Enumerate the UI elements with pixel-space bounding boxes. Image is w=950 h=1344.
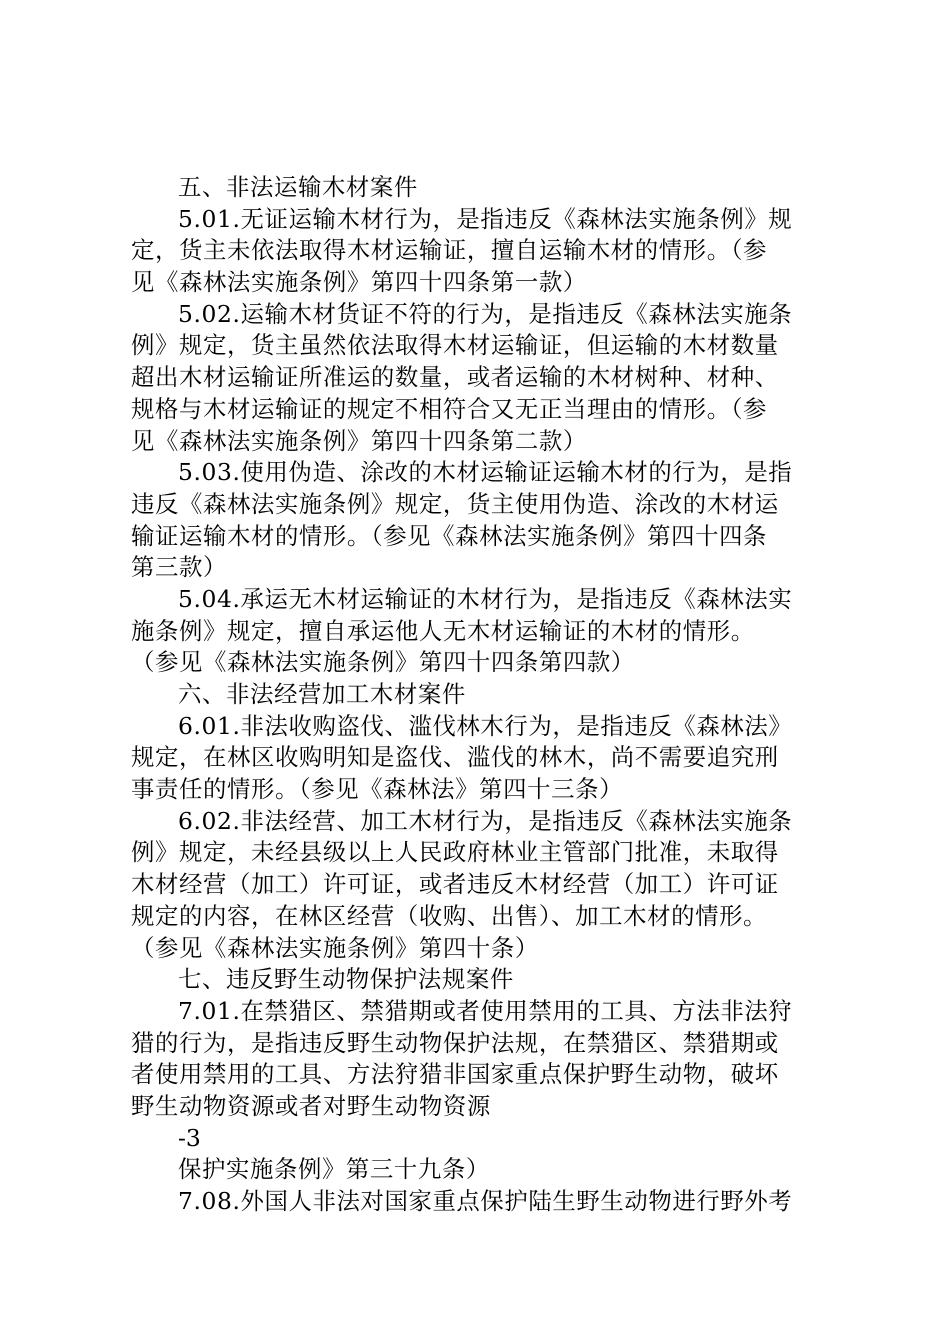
text-line: （参见《森林法实施条例》第四十条） [131,933,539,962]
text-line: 六、非法经营加工木材案件 [178,680,466,708]
text-line: 者使用禁用的工具、方法狩猎非国家重点保护野生动物，破坏 [131,1060,779,1089]
text-line: 事责任的情形。（参见《森林法》第四十三条） [131,775,624,804]
text-line: 第三款） [131,553,227,582]
text-line: 七、违反野生动物保护法规案件 [178,965,514,994]
text-line: 规定的内容，在林区经营（收购、出售）、加工木材的情形。 [131,901,768,930]
text-line: 规格与木材运输证的规定不相符合又无正当理由的情形。（参 [131,394,768,423]
text-line: 超出木材运输证所准运的数量，或者运输的木材树种、材种、 [131,363,779,392]
page-number: -3 [178,1123,201,1152]
text-line: 例》规定，货主虽然依法取得木材运输证，但运输的木材数量 [131,331,779,360]
text-line: 规定，在林区收购明知是盗伐、滥伐的林木，尚不需要追究刑 [131,743,779,772]
text-line: 7.01.在禁猎区、禁猎期或者使用禁用的工具、方法非法狩 [178,996,793,1025]
document-page [131,172,831,1218]
text-line: 施条例》规定，擅自承运他人无木材运输证的木材的情形。 [131,616,755,645]
text-line: 野生动物资源或者对野生动物资源 [131,1091,491,1120]
text-line: 输证运输木材的情形。（参见《森林法实施条例》第四十四条 [131,521,768,550]
text-line: 5.02.运输木材货证不符的行为，是指违反《森林法实施条 [178,299,793,328]
text-line: 5.03.使用伪造、涂改的木材运输证运输木材的行为，是指 [178,458,793,487]
text-line: 五、非法运输木材案件 [178,173,418,201]
text-line: 保护实施条例》第三十九条） [178,1155,490,1184]
text-line: 6.02.非法经营、加工木材行为，是指违反《森林法实施条 [178,806,793,835]
text-line: 例》规定，未经县级以上人民政府林业主管部门批准，未取得 [131,838,779,867]
text-line: 6.01.非法收购盗伐、滥伐林木行为，是指违反《森林法》 [178,711,793,740]
text-line: 5.04.承运无木材运输证的木材行为，是指违反《森林法实 [178,584,793,613]
text-line: 5.01.无证运输木材行为，是指违反《森林法实施条例》规 [178,204,793,233]
text-line: 违反《森林法实施条例》规定，货主使用伪造、涂改的木材运 [131,489,779,518]
text-line: （参见《森林法实施条例》第四十四条第四款） [131,648,635,677]
text-line: 7.08.外国人非法对国家重点保护陆生野生动物进行野外考 [178,1187,793,1215]
text-line: 木材经营（加工）许可证，或者违反木材经营（加工）许可证 [131,870,779,899]
text-line: 定，货主未依法取得木材运输证，擅自运输木材的情形。（参 [131,236,768,265]
text-line: 见《森林法实施条例》第四十四条第二款） [131,426,587,455]
text-line: 猎的行为，是指违反野生动物保护法规，在禁猎区、禁猎期或 [131,1028,779,1057]
text-line: 见《森林法实施条例》第四十四条第一款） [131,268,587,297]
